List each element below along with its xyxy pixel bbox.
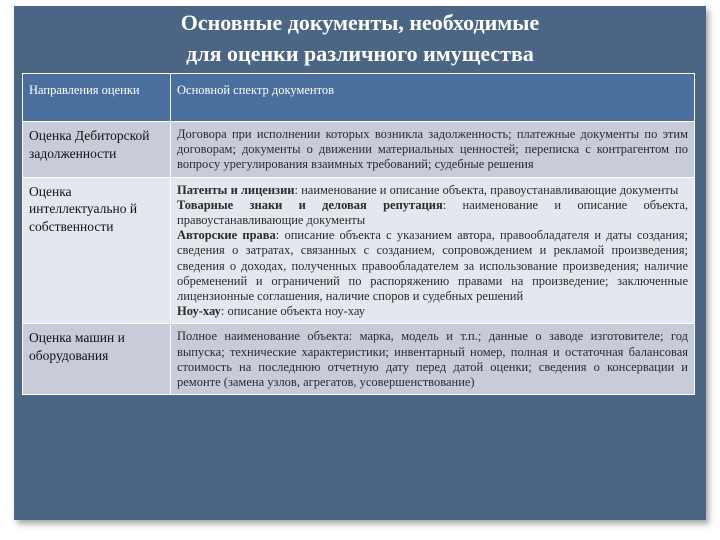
page-title [0, 0, 720, 69]
row-documents: Договора при исполнении которых возникла задолженность; платежные документы по этим договорам; документы о движении материальных ценностей; переписка с контрагентом по вопросу урегулирования взаимных требований; судебные решения [171, 122, 695, 178]
doc-item-text: : наименование и описание объекта, правоустанавливающие документы [294, 182, 679, 197]
row-category: Оценка Дебиторской задолженности [23, 122, 171, 178]
doc-item-text: : описание объекта с указанием автора, правообладателя и даты создания; сведения о затратах, связанных с созданием, сопровождением и рекламой произведения; сведения о доходах, полученных правообладателем за использование произведения; наличие обременений и ограничений по распоряжению правами на произведение; заключенные лицензионные соглашения, наличие споров и судебных решений [177, 228, 688, 304]
header-directions: Направления оценки [23, 74, 171, 122]
table-row [23, 324, 695, 395]
doc-item [177, 183, 688, 198]
doc-item-term: Авторские права [177, 228, 276, 243]
doc-item-text: : описание объекта ноу-хау [220, 304, 366, 319]
doc-item [177, 228, 688, 304]
table-header-row [23, 74, 695, 122]
row-documents [171, 177, 695, 324]
table-row [23, 122, 695, 178]
documents-table [22, 73, 695, 395]
doc-item [177, 198, 688, 228]
header-documents: Основной спектр документов [171, 74, 695, 122]
doc-item-text: : наименование и описание объекта, правоустанавливающие документы [177, 197, 688, 228]
title-line-1: Основные документы, необходимые [180, 10, 540, 35]
doc-item-term: Патенты и лицензии [177, 182, 295, 197]
doc-item [177, 304, 688, 319]
doc-item-term: Ноу-хау [177, 304, 221, 319]
table-row [23, 177, 695, 324]
row-documents: Полное наименование объекта: марка, модель и т.п.; данные о заводе изготовителе; год выпуска; технические характеристики; инвентарный номер, полная и остаточная балансовая стоимость на последнюю отчетную дату перед датой оценки; сведения о консервации и ремонте (замена узлов, агрегатов, усовершенствование) [171, 324, 695, 395]
row-category: Оценка интеллектуально й собственности [23, 177, 171, 324]
doc-item-term: Товарные знаки и деловая репутация [177, 197, 443, 212]
row-category: Оценка машин и оборудования [23, 324, 171, 395]
title-line-2: для оценки различного имущества [186, 41, 534, 66]
